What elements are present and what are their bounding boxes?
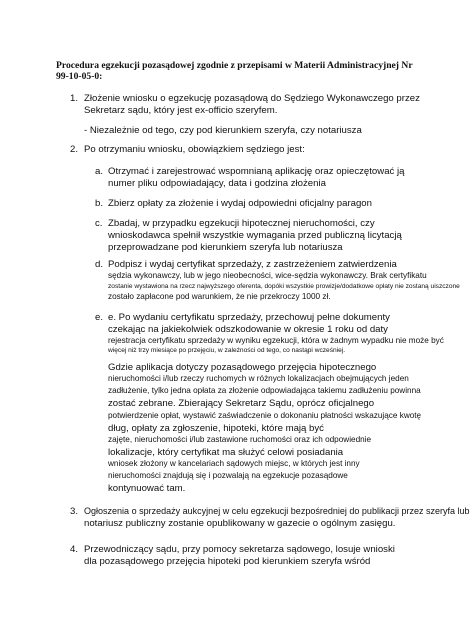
item-2a-letter: a. [95,166,104,177]
item-2c-line-2: wnioskodawca spełnił wszystkie wymagania przed publiczną licytacją [108,230,402,241]
item-2c-line-3: przeprowadzane pod kierunkiem szeryfa lub notariusza [108,242,343,253]
item-2d-line-3: zostanie wystawiona na rzecz najwyższego oferenta, dopóki wszystkie prowizje/dodatkowe opłaty nie zostaną uiszczone [108,283,460,290]
item-2d-line-2: sędzia wykonawczy, lub w jego nieobecności, wice-sędzia wykonawczy. Brak certyfikatu [108,271,427,280]
item-2e-para-line-10: nieruchomości znajdują się i pozwalają na egzekucje pozasądowe [108,471,348,480]
item-2e-letter: e. [95,312,104,323]
item-3-number: 3. [70,506,79,517]
item-2c-letter: c. [95,218,103,229]
item-1-line-2: Sekretarz sądu, który jest ex-officio szeryfem. [84,105,278,116]
item-2e-para-line-9: wniosek złożony w kancelariach sądowych miejsc, w których jest inny [108,459,360,468]
item-2a-line-2: numer pliku odpowiadający, data i godzina złożenia [108,178,326,189]
title-line-1: Procedura egzekucji pozasądowej zgodnie z przepisami w Materii Administracyjnej Nr [56,60,413,71]
item-3-line-1: Ogłoszenia o sprzedaży aukcyjnej w celu egzekucji bezpośredniej do publikacji przez szeryfa lub [84,506,470,517]
item-2e-line-3: rejestracja certyfikatu sprzedaży w wyniku egzekucji, która w żadnym wypadku nie może być [108,336,444,345]
item-2e-para-line-1: Gdzie aplikacja dotyczy pozasądowego przejęcia hipotecznego [108,362,377,373]
item-2e-para-line-4: zostać zebrane. Zbierający Sekretarz Sądu, oprócz oficjalnego [108,398,375,409]
item-2d-line-4: zostało zapłacone pod warunkiem, że nie przekroczy 1000 zł. [108,292,331,301]
document-title [56,60,456,82]
item-2e-para-line-2: nieruchomości i/lub rzeczy ruchomych w różnych lokalizacjach obejmujących jeden [108,374,409,383]
title-line-2: 99-10-05-0: [56,71,103,82]
item-2b-letter: b. [95,198,104,209]
item-2e-para-line-5: potwierdzenie opłat, wystawić zaświadczenie o dokonaniu płatności wskazujące kwotę [108,411,422,420]
item-2-number: 2. [70,144,79,155]
item-4-number: 4. [70,544,79,555]
item-2e-para-line-11: kontynuować tam. [108,483,186,494]
item-2a-line-1: Otrzymać i zarejestrować wspomnianą aplikację oraz opieczętować ją [108,166,405,177]
item-4-line-2: dla pozasądowego przejęcia hipoteki pod kierunkiem szeryfa wśród [84,556,371,567]
item-2e-line-1: e. Po wydaniu certyfikatu sprzedaży, przechowuj pełne dokumenty [108,312,390,323]
item-1-number: 1. [70,93,79,104]
item-4-line-1: Przewodniczący sądu, przy pomocy sekretarza sądowego, losuje wnioski [84,544,395,555]
item-2e-para-line-3: zadłużenie, tylko jedna opłata za złożenie odpowiadająca takiemu zadłużeniu powinna [108,386,421,395]
item-2b-line-1: Zbierz opłaty za złożenie i wydaj odpowiedni oficjalny paragon [108,198,372,209]
item-2d-line-1: Podpisz i wydaj certyfikat sprzedaży, z zastrzeżeniem zatwierdzenia [108,259,397,270]
item-3-line-2: notariusz publiczny zostanie opublikowany w gazecie o ogólnym zasięgu. [84,518,396,529]
item-2e-para-line-7: zajęte, nieruchomości i/lub zastawione ruchomości oraz ich odpowiednie [108,435,372,444]
item-2e-para-line-8: lokalizacje, który certyfikat ma służyć celowi posiadania [108,447,344,458]
item-2-intro: Po otrzymaniu wniosku, obowiązkiem sędziego jest: [84,144,305,155]
item-1-note: - Niezależnie od tego, czy pod kierunkiem szeryfa, czy notariusza [84,125,362,136]
item-2e-para-line-6: dług, opłaty za zgłoszenie, hipoteki, które mają być [108,423,324,434]
item-2c-line-1: Zbadaj, w przypadku egzekucji hipotecznej nieruchomości, czy [108,218,375,229]
item-1-line-1: Złożenie wniosku o egzekucję pozasądową do Sędziego Wykonawczego przez [84,93,420,104]
item-2e-line-2: czekając na jakiekolwiek odszkodowanie w okresie 1 roku od daty [108,324,388,335]
item-2e-line-4: więcej niż trzy miesiące po przejęciu, w zależności od tego, co nastąpi wcześniej. [108,347,346,354]
item-2d-letter: d. [95,259,104,270]
